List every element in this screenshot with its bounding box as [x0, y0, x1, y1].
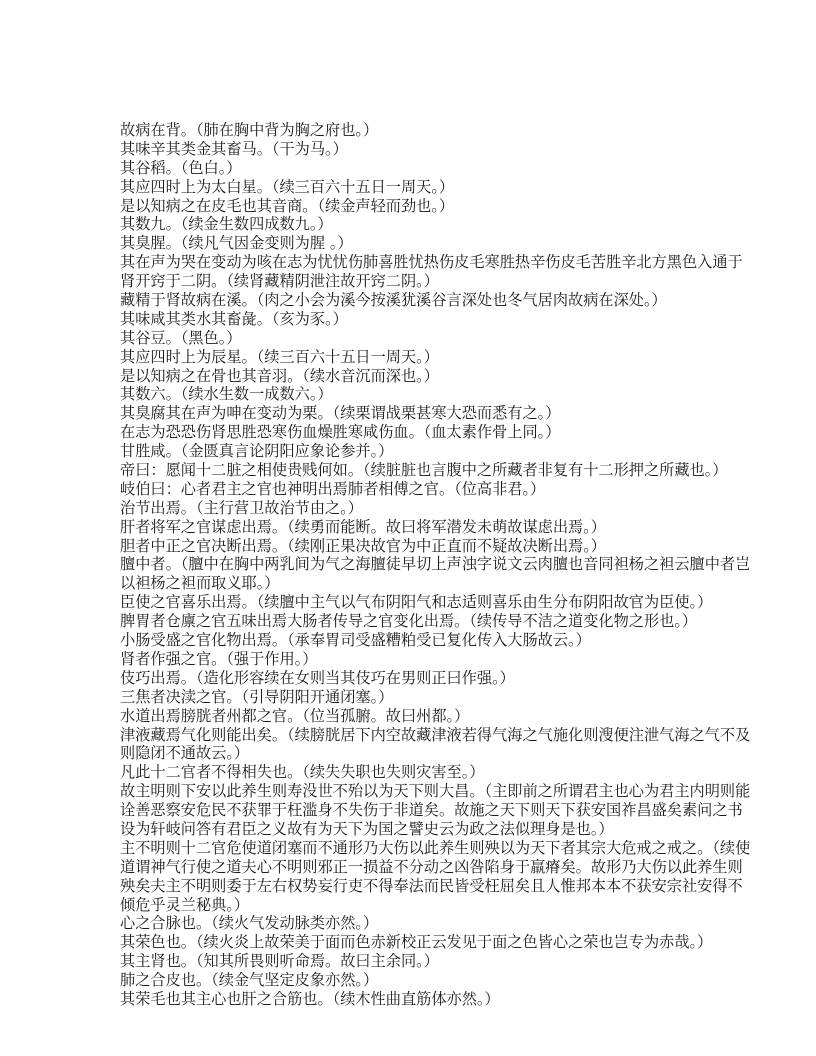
text-line: 是以知病之在骨也其音羽。（续水音沉而深也。）	[120, 366, 439, 385]
text-line: 其味辛其类金其畜马。（干为马。）	[120, 139, 348, 158]
text-line: 津液藏焉气化则能出矣。（续膀胱居下内空故藏津液若得气海之气施化则溲便注泄气海之气不及	[120, 725, 751, 744]
text-line: 岐伯曰：心者君主之官也神明出焉肺者相傅之官。（位高非君。）	[120, 479, 546, 498]
text-line: 其谷豆。（黑色。）	[120, 328, 242, 347]
text-line: 胆者中正之官决断出焉。（续刚正果决故官为中正直而不疑故决断出焉。）	[120, 536, 606, 555]
document-page	[120, 121, 751, 1009]
paragraph	[120, 838, 751, 915]
text-line: 道谓神气行使之道夫心不明则邪正一损益不分动之凶咎陷身于羸瘠矣。故形乃大伤以此养生则	[120, 857, 743, 876]
paragraph	[120, 707, 710, 726]
text-line: 其应四时上为太白星。（续三百六十五日一周天。）	[120, 177, 455, 196]
text-line: 心之合脉也。（续火气发动脉类亦然。）	[120, 914, 379, 933]
paragraph	[120, 990, 710, 1009]
text-line: 伎巧出焉。（造化形容续在女则当其伎巧在男则正曰作强。）	[120, 668, 515, 687]
text-line: 膻中者。（膻中在胸中两乳间为气之海膻徒早切上声浊字说文云肉膻也音同袒杨之袒云膻中者岂	[120, 555, 751, 574]
text-line: 治节出焉。（主行营卫故治节由之。）	[120, 498, 363, 517]
text-line: 其荣色也。（续火炎上故荣美于面而色赤新校正云发见于面之色皆心之荣也岂专为赤哉。）	[120, 933, 713, 952]
paragraph	[120, 404, 710, 423]
paragraph	[120, 763, 710, 782]
text-line: 主不明则十二官危使道闭塞而不通形乃大伤以此养生则殃以为天下者其宗大危戒之戒之。（续使	[120, 838, 751, 857]
text-line: 肺之合皮也。（续金气坚定皮象亦然。）	[120, 971, 379, 990]
text-line: 故病在背。（肺在胸中背为胸之府也。）	[120, 121, 379, 139]
text-line: 脾胃者仓廪之官五味出焉大肠者传导之官变化出焉。（续传导不洁之道变化物之形也。）	[120, 612, 698, 631]
paragraph	[120, 650, 710, 669]
text-line: 殃矣夫主不明则委于左右权势妄行吏不得奉法而民皆受枉屈矣且人惟邦本本不获安宗社安得不	[120, 876, 743, 895]
text-line: 其在声为哭在变动为咳在志为忧忧伤肺喜胜忧热伤皮毛寒胜热辛伤皮毛苦胜辛北方黑色入通于	[120, 253, 743, 272]
text-line: 其数九。（续金生数四成数九。）	[120, 215, 333, 234]
paragraph	[120, 933, 713, 952]
text-line: 倾危乎灵兰秘典。）	[120, 895, 250, 914]
paragraph	[120, 234, 710, 253]
text-line: 是以知病之在皮毛也其音商。（续金声轻而劲也。）	[120, 196, 455, 215]
paragraph	[120, 197, 710, 216]
paragraph	[120, 423, 710, 442]
paragraph	[120, 367, 710, 386]
paragraph	[120, 593, 713, 612]
paragraph	[120, 140, 710, 159]
paragraph	[120, 971, 710, 990]
text-line: 其谷稻。（色白。）	[120, 158, 242, 177]
text-line: 小肠受盛之官化物出焉。（承奉胃司受盛糟粕受已复化传入大肠故云。）	[120, 631, 591, 650]
text-line: 臣使之官喜乐出焉。（续膻中主气以气布阴阳气和志适则喜乐由生分布阴阳故官为臣使。）	[120, 593, 713, 612]
paragraph	[120, 385, 710, 404]
paragraph	[120, 159, 710, 178]
text-line: 帝曰：愿闻十二脏之相使贵贱何如。（续脏脏也言腹中之所藏者非复有十二形押之所藏也。）	[120, 461, 728, 480]
paragraph	[120, 215, 710, 234]
paragraph	[120, 612, 710, 631]
paragraph	[120, 461, 728, 480]
text-line: 凡此十二官者不得相失也。（续失失职也失则灾害至。）	[120, 763, 485, 782]
text-line: 其数六。（续水生数一成数六。）	[120, 385, 333, 404]
paragraph	[120, 952, 710, 971]
text-line: 三焦者决渎之官。（引导阴阳开通闭塞。）	[120, 687, 394, 706]
paragraph	[120, 914, 710, 933]
text-line: 藏精于肾故病在溪。（肉之小会为溪今按溪犹溪谷言深处也冬气居肉故病在深处。）	[120, 291, 667, 310]
paragraph	[120, 499, 710, 518]
text-line: 甘胜咸。（金匮真言论阴阳应象论参并。）	[120, 442, 394, 461]
text-line: 其臭腐其在声为呻在变动为栗。（续栗谓战栗甚寒大恐而悉有之。）	[120, 404, 561, 423]
paragraph	[120, 631, 710, 650]
paragraph	[120, 688, 710, 707]
paragraph	[120, 518, 710, 537]
text-line: 其臭腥。（续凡气因金变则为腥 。）	[120, 234, 353, 253]
text-line: 诠善恶察安危民不获罪于枉滥身不失伤于非道矣。故施之天下则天下获安国祚昌盛矣素问之书	[120, 801, 743, 820]
paragraph	[120, 253, 743, 291]
text-line: 水道出焉膀胱者州都之官。（位当孤腑。故曰州都。）	[120, 706, 470, 725]
paragraph	[120, 178, 710, 197]
text-line: 肾开窍于二阴。（续肾藏精阴泄注故开窍二阴。）	[120, 272, 439, 291]
paragraph	[120, 555, 751, 593]
paragraph	[120, 725, 751, 764]
paragraph	[120, 348, 710, 367]
paragraph	[120, 121, 710, 140]
paragraph	[120, 480, 710, 499]
paragraph	[120, 442, 710, 461]
text-line: 设为轩岐问答有君臣之义故有为天下为国之譬史云为政之法似理身是也。）	[120, 819, 614, 838]
text-line: 以袒杨之袒而取义耶。）	[120, 574, 280, 593]
text-line: 故主明则下安以此养生则寿没世不殆以为天下则大昌。（主即前之所谓君主也心为君主内明则能	[120, 782, 751, 801]
text-line: 其味咸其类水其畜彘。（亥为豕。）	[120, 309, 348, 328]
text-line: 其荣毛也其主心也肝之合筋也。（续木性曲直筋体亦然。）	[120, 989, 500, 1008]
paragraph	[120, 782, 751, 839]
text-line: 其应四时上为辰星。（续三百六十五日一周天。）	[120, 347, 439, 366]
text-line: 肾者作强之官。（强于作用。）	[120, 649, 318, 668]
text-line: 其主肾也。（知其所畏则听命焉。故曰主余同。）	[120, 952, 439, 971]
paragraph	[120, 537, 710, 556]
text-line: 则隐闭不通故云。）	[120, 744, 250, 763]
paragraph	[120, 329, 710, 348]
paragraph	[120, 669, 710, 688]
paragraph	[120, 291, 710, 310]
text-line: 在志为恐恐伤肾思胜恐寒伤血燥胜寒咸伤血。（血太素作骨上同。）	[120, 423, 561, 442]
text-line: 肝者将军之官谋虑出焉。（续勇而能断。故曰将军潜发未萌故谋虑出焉。）	[120, 517, 606, 536]
paragraph	[120, 310, 710, 329]
